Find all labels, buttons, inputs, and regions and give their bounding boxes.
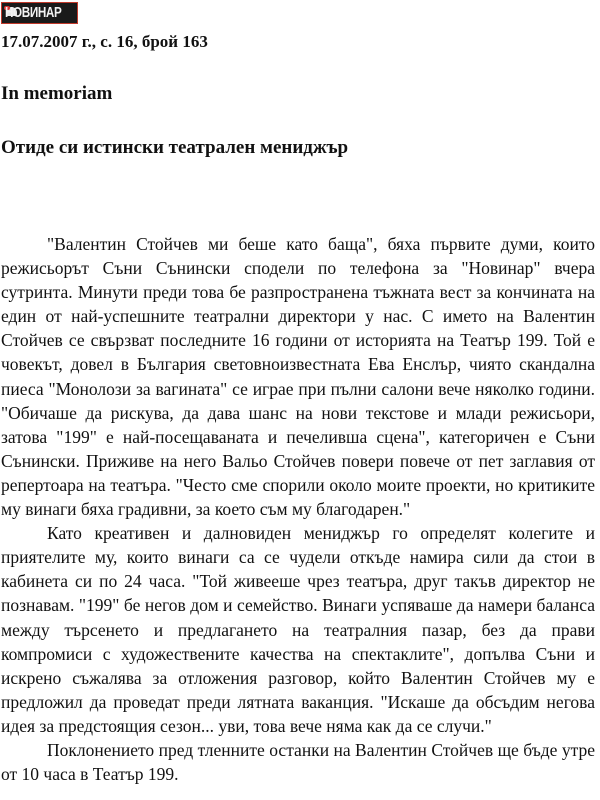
article-paragraph: Поклонението пред тленните останки на Валентин Стойчев ще бъде утре от 10 часа в Театър 199. — [1, 739, 595, 785]
article-paragraph: "Валентин Стойчев ми беше като баща", бяха първите думи, които режисьорът Съни Сънински сподели по телефона за "Новинар" вчера сутринта. Минути преди това бе разпространена тъжната вест за кончината на един от най-успешните театрални директори у нас. С името на Валентин Стойчев се свързват последните 16 години от историята на Театър 199. Той е човекът, довел в България световноизвестната Ева Енслър, чиято скандална пиеса "Монолози за вагината" се играе при пълни салони вече няколко години. "Обичаше да рискува, да дава шанс на нови текстове и млади режисьори, затова "199" е най-посещаваната и печеливша сцена", категоричен е Съни Сънински. Приживе на него Вальо Стойчев повери повече от пет заглавия от репертоара на театъра. "Често сме спорили около моите проекти, но критиките му винаги бяха градивни, за което съм му благодарен." — [1, 234, 595, 520]
logo-text: НОВИНАР — [4, 4, 62, 21]
newspaper-logo — [1, 2, 78, 24]
publication-info: 17.07.2007 г., с. 16, брой 163 — [1, 32, 208, 51]
article-paragraph: Като креативен и далновиден мениджър го определят колегите и приятелите му, които винаги са се чудели откъде намира сили да стои в кабинета си по 24 часа. "Той живееше чрез театъра, друг такъв директор не познавам. "199" бе негов дом и семейство. Винаги успяваше да намери баланса между търсенето и предлагането на театралния пазар, без да прави компромиси с художествените качества на спектаклите", допълва Съни и искрено съжалява за отложения разговор, който Валентин Стойчев му е предложил да проведат преди лятната ваканция. "Искаше да обсъдим негова идея за предстоящия сезон... уви, това вече няма как да се случи." — [1, 523, 595, 736]
article-body — [1, 232, 595, 786]
section-rubric: In memoriam — [1, 83, 113, 104]
article-headline: Отиде си истински театрален мениджър — [1, 137, 349, 158]
